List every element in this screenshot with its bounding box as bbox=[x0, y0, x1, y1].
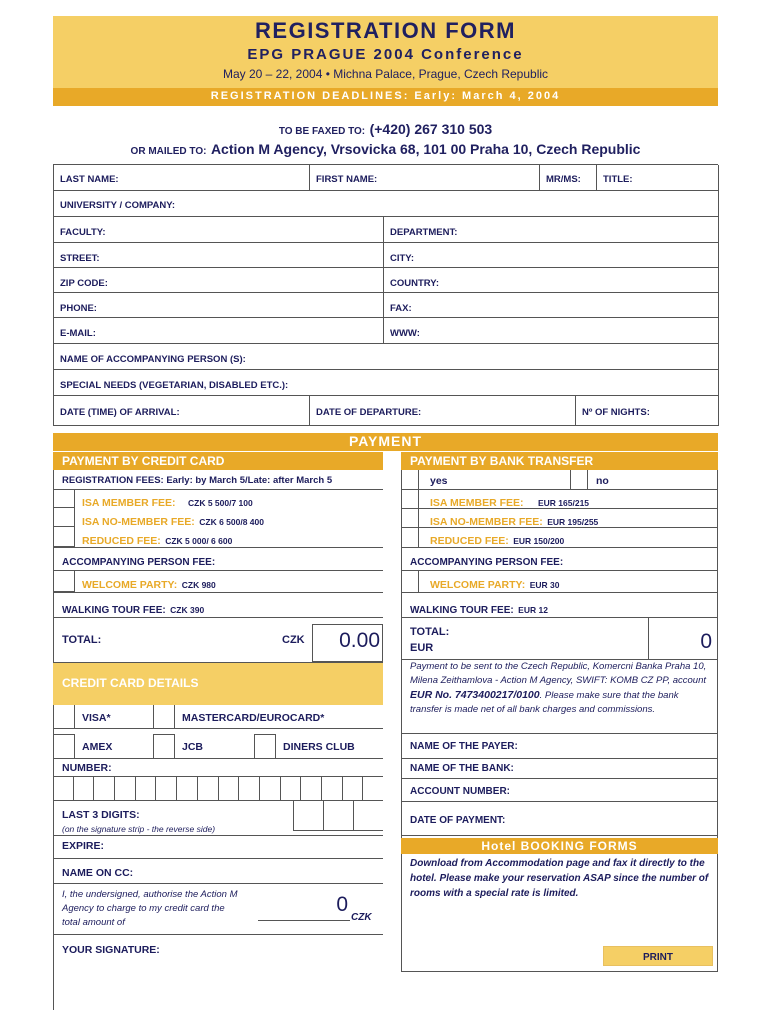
reduced-check[interactable] bbox=[53, 527, 75, 547]
no-label: no bbox=[596, 475, 609, 487]
street-label: STREET: bbox=[60, 253, 100, 264]
digit-box[interactable] bbox=[74, 777, 95, 800]
walking-eur: EUR 12 bbox=[518, 605, 548, 615]
mail-label: OR MAILED TO: bbox=[130, 146, 207, 157]
number-label: NUMBER: bbox=[62, 762, 112, 774]
bank-name-label: NAME OF THE BANK: bbox=[410, 763, 514, 774]
reduced-line bbox=[53, 547, 383, 548]
digit-box[interactable] bbox=[301, 777, 322, 800]
isa-nonmember-row bbox=[82, 512, 264, 530]
accompanying-label: NAME OF ACCOMPANYING PERSON (S): bbox=[60, 354, 246, 365]
bank-line-3 bbox=[401, 547, 718, 548]
visa-label: VISA* bbox=[82, 712, 111, 724]
expire-line bbox=[53, 858, 383, 859]
isa-nonmember-czk: CZK 6 500/8 400 bbox=[199, 517, 264, 527]
email-label: E-MAIL: bbox=[60, 328, 96, 339]
mastercard-check[interactable] bbox=[153, 705, 175, 728]
welcome-check[interactable] bbox=[53, 570, 75, 592]
mail-address: Action M Agency, Vrsovicka 68, 101 00 Praha 10, Czech Republic bbox=[210, 141, 641, 157]
title-label: TITLE: bbox=[603, 174, 633, 185]
form-title: REGISTRATION FORM bbox=[255, 18, 516, 43]
phone-cell[interactable] bbox=[54, 293, 384, 318]
authorise-text: I, the undersigned, authorise the Action M Agency to charge to my credit card the total amount of bbox=[62, 889, 238, 928]
conference-dateline: May 20 – 22, 2004 • Michna Palace, Prague, Czech Republic bbox=[222, 67, 549, 81]
reg-fees-line bbox=[53, 489, 383, 490]
last-name-label: LAST NAME: bbox=[60, 174, 119, 185]
isa-member-czk: CZK 5 500/7 100 bbox=[187, 498, 253, 508]
isa-nonmember-label: ISA NO-MEMBER FEE: bbox=[82, 516, 195, 528]
special-needs-cell[interactable] bbox=[54, 370, 719, 396]
digit-box[interactable] bbox=[353, 801, 383, 830]
print-label: PRINT bbox=[643, 952, 673, 963]
fax-field-label: FAX: bbox=[390, 303, 412, 314]
diners-check[interactable] bbox=[254, 734, 276, 758]
last3-line bbox=[53, 835, 383, 836]
charge-currency: CZK bbox=[351, 912, 372, 923]
amex-label: AMEX bbox=[82, 741, 113, 753]
total-label-left: TOTAL: bbox=[62, 634, 102, 646]
country-label: COUNTRY: bbox=[390, 278, 440, 289]
bank-line-9 bbox=[401, 758, 718, 759]
hotel-heading: Hotel BOOKING FORMS bbox=[481, 839, 638, 853]
digit-box[interactable] bbox=[156, 777, 177, 800]
personal-details-grid bbox=[53, 164, 718, 426]
bank-bottom-line bbox=[401, 971, 718, 972]
mr-ms-cell[interactable] bbox=[540, 165, 597, 191]
digit-box[interactable] bbox=[363, 777, 383, 800]
name-on-cc-line bbox=[53, 883, 383, 884]
arrival-cell[interactable] bbox=[54, 396, 310, 426]
digit-box[interactable] bbox=[293, 801, 323, 830]
fax-cell[interactable] bbox=[384, 293, 719, 318]
bank-welcome-check[interactable] bbox=[401, 570, 419, 592]
phone-label: PHONE: bbox=[60, 303, 97, 314]
special-needs-label: SPECIAL NEEDS (VEGETARIAN, DISABLED ETC.): bbox=[60, 380, 289, 391]
department-label: DEPARTMENT: bbox=[390, 227, 458, 238]
title-cell[interactable] bbox=[597, 165, 719, 191]
faculty-cell[interactable] bbox=[54, 217, 384, 243]
reg-fees-label: REGISTRATION FEES: Early: by March 5/Late: after March 5 bbox=[62, 475, 333, 486]
fax-label: TO BE FAXED TO: bbox=[278, 126, 366, 137]
last3-note: (on the signature strip - the reverse side) bbox=[62, 824, 216, 834]
bank-line-1 bbox=[401, 508, 718, 509]
amex-check[interactable] bbox=[53, 734, 75, 758]
bank-account: EUR No. 7473400217/0100 bbox=[410, 689, 540, 701]
digit-box[interactable] bbox=[322, 777, 343, 800]
digit-box[interactable] bbox=[136, 777, 157, 800]
last3-boxes[interactable] bbox=[293, 801, 383, 831]
first-name-cell[interactable] bbox=[310, 165, 540, 191]
walking-label: WALKING TOUR FEE: bbox=[62, 605, 166, 616]
digit-box[interactable] bbox=[239, 777, 260, 800]
mr-ms-label: MR/MS: bbox=[546, 174, 581, 185]
bank-walking-label: WALKING TOUR FEE: bbox=[410, 605, 514, 616]
card-number-boxes[interactable] bbox=[53, 776, 383, 801]
city-label: CITY: bbox=[390, 253, 415, 264]
bank-heading: PAYMENT BY BANK TRANSFER bbox=[410, 454, 594, 468]
isa-nonmember-eur: EUR 195/255 bbox=[547, 517, 599, 527]
date-payment-label: DATE OF PAYMENT: bbox=[410, 815, 506, 826]
jcb-label: JCB bbox=[182, 741, 204, 753]
www-cell[interactable] bbox=[384, 318, 719, 344]
email-cell[interactable] bbox=[54, 318, 384, 344]
digit-box[interactable] bbox=[343, 777, 364, 800]
digit-box[interactable] bbox=[53, 777, 74, 800]
bank-reduced-label: REDUCED FEE: bbox=[430, 535, 509, 547]
departure-cell[interactable] bbox=[310, 396, 576, 426]
deadlines-text: REGISTRATION DEADLINES: Early: March 4, 2004 bbox=[210, 90, 561, 102]
street-cell[interactable] bbox=[54, 243, 384, 268]
isa-nonmember-check[interactable] bbox=[53, 508, 75, 527]
bank-line-2 bbox=[401, 527, 718, 528]
mail-line bbox=[53, 141, 718, 159]
digit-box[interactable] bbox=[177, 777, 198, 800]
first-name-label: FIRST NAME: bbox=[316, 174, 378, 185]
digit-box[interactable] bbox=[198, 777, 219, 800]
digit-box[interactable] bbox=[260, 777, 281, 800]
payer-label: NAME OF THE PAYER: bbox=[410, 741, 518, 752]
charge-underline bbox=[258, 920, 350, 921]
digit-box[interactable] bbox=[219, 777, 240, 800]
hotel-note: Download from Accommodation page and fax it directly to the hotel. Please make your reservation ASAP since the number of rooms with a special rate is limited. bbox=[410, 858, 709, 899]
accomp-line bbox=[53, 570, 383, 571]
zip-label: ZIP CODE: bbox=[60, 278, 108, 289]
country-cell[interactable] bbox=[384, 268, 719, 293]
account-number-label: ACCOUNT NUMBER: bbox=[410, 786, 510, 797]
faculty-label: FACULTY: bbox=[60, 227, 106, 238]
cc-heading: PAYMENT BY CREDIT CARD bbox=[62, 454, 225, 468]
bank-note bbox=[410, 660, 710, 717]
isa-member-check[interactable] bbox=[53, 489, 75, 508]
bank-isa-member-label: ISA MEMBER FEE: bbox=[430, 497, 524, 509]
isa-member-label: ISA MEMBER FEE: bbox=[82, 497, 176, 509]
bank-isa-nonmember-label: ISA NO-MEMBER FEE: bbox=[430, 516, 543, 528]
yes-line bbox=[401, 489, 718, 490]
total-czk-value: 0.00 bbox=[339, 629, 380, 652]
university-cell[interactable] bbox=[54, 191, 719, 217]
expire-label: EXPIRE: bbox=[62, 840, 105, 852]
bank-walking-row bbox=[410, 600, 548, 618]
jcb-check[interactable] bbox=[153, 734, 175, 758]
welcome-czk: CZK 980 bbox=[181, 580, 216, 590]
walking-line bbox=[53, 617, 383, 618]
card-row-2-line bbox=[53, 758, 383, 759]
bank-line-5 bbox=[401, 592, 718, 593]
last-name-cell[interactable] bbox=[54, 165, 310, 191]
isa-member-row bbox=[82, 493, 253, 511]
bank-total-currency: EUR bbox=[410, 642, 434, 654]
reduced-eur: EUR 150/200 bbox=[513, 536, 565, 546]
digit-box[interactable] bbox=[115, 777, 136, 800]
reduced-label: REDUCED FEE: bbox=[82, 535, 161, 547]
signature-label: YOUR SIGNATURE: bbox=[62, 944, 160, 956]
bank-accomp-label: ACCOMPANYING PERSON FEE: bbox=[410, 557, 564, 568]
payment-heading: PAYMENT bbox=[348, 433, 423, 449]
yes-label: yes bbox=[430, 475, 448, 487]
mastercard-label: MASTERCARD/EUROCARD* bbox=[182, 712, 325, 724]
nights-cell[interactable] bbox=[576, 396, 719, 426]
bank-note-part-2: . Please make sure that the bank transfer is made net of all bank charges and commissions. bbox=[410, 690, 679, 715]
fax-line bbox=[53, 121, 718, 139]
cc-details-label: CREDIT CARD DETAILS bbox=[62, 676, 199, 690]
university-label: UNIVERSITY / COMPANY: bbox=[60, 200, 176, 211]
welcome-eur: EUR 30 bbox=[529, 580, 560, 590]
department-cell[interactable] bbox=[384, 217, 719, 243]
departure-label: DATE OF DEPARTURE: bbox=[316, 407, 422, 418]
city-cell[interactable] bbox=[384, 243, 719, 268]
authorise-line bbox=[53, 934, 383, 935]
total-currency-left: CZK bbox=[282, 634, 305, 646]
card-row-1-line bbox=[53, 728, 383, 729]
bank-line-11 bbox=[401, 801, 718, 802]
accomp-fee-label: ACCOMPANYING PERSON FEE: bbox=[62, 557, 216, 568]
bank-line-4 bbox=[401, 570, 718, 571]
bank-welcome-label: WELCOME PARTY: bbox=[430, 579, 526, 591]
www-label: WWW: bbox=[390, 328, 420, 339]
nights-label: Nº OF NIGHTS: bbox=[582, 407, 650, 418]
digit-box[interactable] bbox=[281, 777, 302, 800]
zip-cell[interactable] bbox=[54, 268, 384, 293]
fax-number: (+420) 267 310 503 bbox=[369, 121, 493, 137]
diners-label: DINERS CLUB bbox=[283, 741, 355, 753]
bank-note-part-1: Payment to be sent to the Czech Republic, Komercni Banka Praha 10, Milena Zeithamlova - Action M Agency, SWIFT: KOMB CZ PP, account bbox=[410, 661, 707, 686]
charge-amount: 0 bbox=[336, 893, 348, 916]
digit-box[interactable] bbox=[323, 801, 353, 830]
bank-line-8 bbox=[401, 733, 718, 734]
name-on-cc-label: NAME ON CC: bbox=[62, 867, 134, 879]
welcome-row bbox=[82, 575, 216, 593]
bank-welcome-row bbox=[430, 575, 560, 593]
visa-check[interactable] bbox=[53, 705, 75, 728]
welcome-line bbox=[53, 592, 383, 593]
reduced-czk: CZK 5 000/ 6 600 bbox=[165, 536, 233, 546]
walking-czk: CZK 390 bbox=[170, 605, 205, 615]
bank-line-12 bbox=[401, 835, 718, 836]
print-button[interactable] bbox=[603, 946, 713, 966]
walking-row bbox=[62, 600, 204, 618]
last3-label: LAST 3 DIGITS: bbox=[62, 809, 140, 821]
accompanying-cell[interactable] bbox=[54, 344, 719, 370]
total-eur-value: 0 bbox=[700, 630, 712, 653]
digit-box[interactable] bbox=[94, 777, 115, 800]
welcome-label: WELCOME PARTY: bbox=[82, 579, 178, 591]
bank-total-label: TOTAL: bbox=[410, 626, 450, 638]
arrival-label: DATE (TIME) OF ARRIVAL: bbox=[60, 407, 180, 418]
bank-line-10 bbox=[401, 778, 718, 779]
conference-subtitle: EPG PRAGUE 2004 Conference bbox=[247, 46, 524, 63]
isa-member-eur: EUR 165/215 bbox=[537, 498, 590, 508]
no-check[interactable] bbox=[570, 470, 588, 489]
